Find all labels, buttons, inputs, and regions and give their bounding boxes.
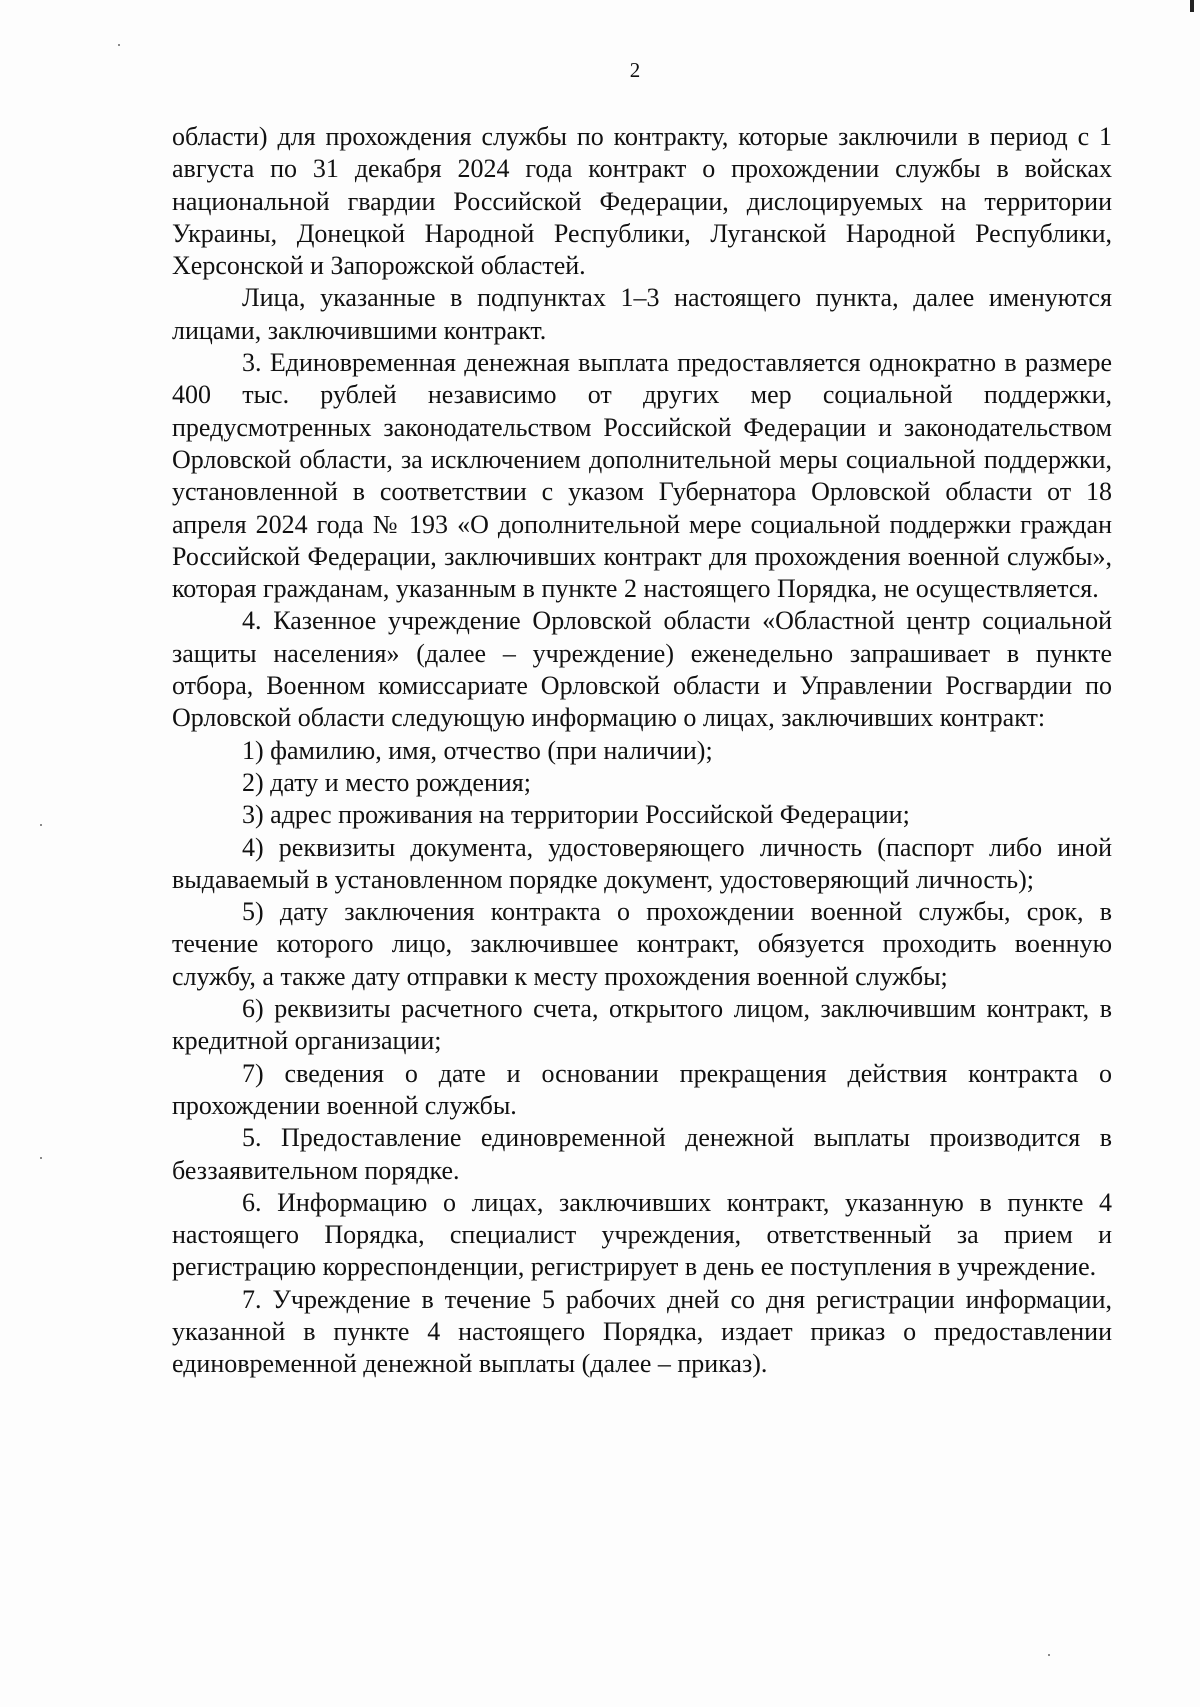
subitem-5: 5) дату заключения контракта о прохождении военной службы, срок, в течение которого лицо, заключившее контракт, обязуется проходить военную службу, а также дату отправки к месту прохождения военной службы; [172,897,1112,991]
page-number: 2 [629,58,641,82]
subitem-1: 1) фамилию, имя, отчество (при наличии); [242,735,713,765]
subitem-3: 3) адрес проживания на территории Российской Федерации; [242,800,910,830]
paragraph-item-4: 4. Казенное учреждение Орловской области «Областной центр социальной защиты населения» (далее – учреждение) еженедельно запрашивает в пункте отбора, Военном комиссариате Орловской области и Управлении Росгвардии по Орловской области следующую информацию о лицах, заключивших контракт: [172,606,1112,733]
paragraph-item-6: 6. Информацию о лицах, заключивших контракт, указанную в пункте 4 настоящего Порядка, специалист учреждения, ответственный за прием и регистрацию корреспонденции, регистрирует в день ее поступления в учреждение. [172,1187,1112,1282]
paragraph-item-7: 7. Учреждение в течение 5 рабочих дней со дня регистрации информации, указанной в пункте 4 настоящего Порядка, издает приказ о предоставлении единовременной денежной выплаты (далее – приказ). [172,1284,1112,1379]
paragraph-persons-definition: Лица, указанные в подпунктах 1–3 настоящего пункта, далее именуются лицами, заключившими контракт. [172,283,1112,345]
document-body [172,121,1112,1381]
subitem-7: 7) сведения о дате и основании прекращения действия контракта о прохождении военной службы. [172,1058,1112,1120]
scan-speck [118,44,120,46]
subitem-2: 2) дату и место рождения; [242,767,531,797]
subitem-6: 6) реквизиты расчетного счета, открытого лицом, заключившим контракт, в кредитной организации; [172,994,1112,1056]
scan-speck [40,824,42,826]
scan-speck [40,1157,42,1159]
scan-edge-mark [1190,0,1194,12]
paragraph-item-5: 5. Предоставление единовременной денежной выплаты производится в беззаявительном порядке. [172,1123,1112,1185]
paragraph-continuation: области) для прохождения службы по контракту, которые заключили в период с 1 августа по 31 декабря 2024 года контракт о прохождении службы в войсках национальной гвардии Российской Федерации, дислоцируемых на территории Украины, Донецкой Народной Республики, Луганской Народной Республики, Херсонской и Запорожской областей. [172,122,1112,281]
subitem-4: 4) реквизиты документа, удостоверяющего личность (паспорт либо иной выдаваемый в установленном порядке документ, удостоверяющий личность); [172,832,1112,894]
scan-speck [1048,1654,1050,1656]
paragraph-item-3: 3. Единовременная денежная выплата предоставляется однократно в размере 400 тыс. рублей независимо от других мер социальной поддержки, предусмотренных законодательством Российской Федерации и законодательством Орловской области, за исключением дополнительной меры социальной поддержки, установленной в соответствии с указом Губернатора Орловской области от 18 апреля 2024 года № 193 «О дополнительной мере социальной поддержки граждан Российской Федерации, заключивших контракт для прохождения военной службы», которая гражданам, указанным в пункте 2 настоящего Порядка, не осуществляется. [172,348,1112,604]
